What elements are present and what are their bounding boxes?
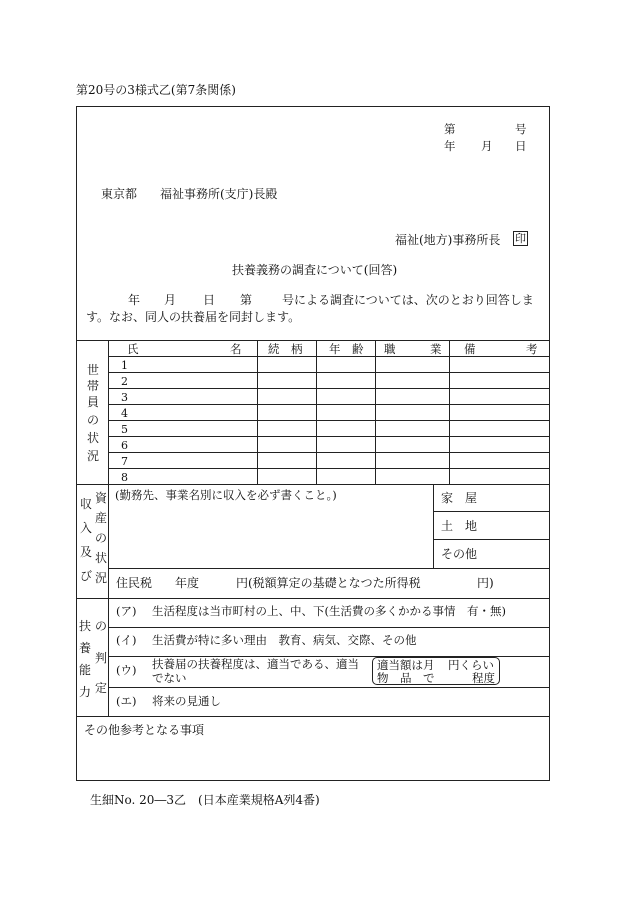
support-item-u-b1-end: 円くらい [448, 658, 494, 672]
support-item-u-line2: でない [152, 671, 187, 685]
body-day: 日 [203, 293, 216, 307]
body-month: 月 [164, 293, 177, 307]
divider-income-top [76, 484, 550, 485]
body-line1-rest: 号による調査については、次のとおり回答しま [282, 293, 534, 307]
col-job-2: 業 [430, 342, 442, 356]
addressee-office: 福祉事務所(支庁)長殿 [160, 187, 278, 201]
income-label-char: 状 [94, 551, 107, 565]
support-item-u-b2-end: 程度 [472, 671, 495, 685]
asset-land: 土 地 [441, 519, 478, 533]
tax-yen-end: 円) [477, 576, 494, 590]
support-label-char: 扶 [78, 619, 91, 633]
col-job-1: 職 [384, 342, 396, 356]
footer-code: 生細No. 20―3乙 (日本産業規格A列4番) [90, 793, 320, 807]
household-label-char: 世 [86, 363, 99, 377]
form-id: 第20号の3様式乙(第7条関係) [76, 83, 236, 97]
income-note: (勤務先、事業名別に収入を必ず書くこと。) [115, 488, 337, 502]
income-label-char: 資 [94, 491, 107, 505]
divider-household-top [76, 340, 550, 341]
household-label-char: 況 [86, 449, 99, 463]
household-row-line [108, 468, 550, 469]
support-item-e: 将来の見通し [152, 694, 221, 708]
divider-other-top [76, 716, 550, 717]
household-row-number: 8 [121, 471, 128, 484]
support-item-u-b1: 適当額は月 [377, 658, 435, 672]
col-age: 年 齢 [329, 342, 364, 356]
household-label-char: 状 [86, 431, 99, 445]
asset-other: その他 [441, 547, 478, 561]
subject: 扶養義務の調査について(回答) [232, 263, 398, 277]
household-row-line [108, 388, 550, 389]
body-line2: す。なお、同人の扶養届を同封します。 [86, 310, 301, 324]
household-side-divider [108, 340, 109, 484]
household-row-number: 3 [121, 391, 128, 404]
household-row-line [108, 404, 550, 405]
support-item-u-mark: (ウ) [116, 663, 137, 677]
tax-yen: 円(税額算定の基礎となつた所得税 [236, 576, 421, 590]
support-row-line [108, 627, 550, 628]
support-item-e-mark: (エ) [116, 694, 137, 708]
household-row-number: 1 [121, 359, 128, 372]
seal-text: 印 [515, 232, 526, 245]
col-relation: 続 柄 [268, 342, 303, 356]
asset-col-divider [433, 484, 434, 568]
body-year: 年 [128, 293, 141, 307]
household-col-divider [449, 340, 450, 484]
household-row-number: 4 [121, 407, 128, 420]
income-label-char: び [79, 569, 92, 583]
support-label-char: 定 [94, 681, 107, 695]
date-month: 月 [481, 139, 493, 153]
asset-house: 家 屋 [441, 491, 478, 505]
asset-row-line [433, 539, 550, 540]
household-col-divider [375, 340, 376, 484]
income-label-char: 収 [79, 497, 92, 511]
household-row-number: 7 [121, 455, 128, 468]
support-item-u-line1: 扶養届の扶養程度は、適当である、適当 [152, 657, 359, 671]
household-row-line [108, 372, 550, 373]
income-label-char: 産 [94, 511, 107, 525]
support-label-char: 力 [78, 685, 91, 699]
household-label-char: 員 [86, 395, 99, 409]
number-label-right: 号 [515, 122, 527, 136]
seal-mark [513, 231, 528, 246]
support-label-char: の [94, 619, 107, 633]
household-col-divider [316, 340, 317, 484]
number-label-left: 第 [444, 122, 456, 136]
tax-row-line [108, 568, 550, 569]
date-year: 年 [444, 139, 456, 153]
support-label-char: 養 [78, 641, 91, 655]
household-row-line [108, 436, 550, 437]
household-row-line [108, 356, 550, 357]
col-name-1: 氏 [127, 342, 139, 356]
col-name-2: 名 [230, 342, 242, 356]
household-row-number: 5 [121, 423, 128, 436]
asset-row-line [433, 511, 550, 512]
household-col-divider [257, 340, 258, 484]
divider-support-top [76, 598, 550, 599]
support-label-char: 能 [78, 663, 91, 677]
tax-year: 年度 [175, 576, 200, 590]
sender-title: 福祉(地方)事務所長 [395, 233, 501, 247]
income-label-char: 入 [79, 521, 92, 535]
date-day: 日 [515, 139, 527, 153]
support-item-i: 生活費が特に多い理由 教育、病気、交際、その他 [152, 633, 417, 647]
income-label-char: の [94, 531, 107, 545]
household-label-char: の [86, 413, 99, 427]
support-label-char: 判 [94, 651, 107, 665]
household-row-line [108, 420, 550, 421]
household-row-number: 2 [121, 375, 128, 388]
household-row-line [108, 452, 550, 453]
support-item-a-mark: (ア) [116, 604, 137, 618]
support-item-i-mark: (イ) [116, 633, 137, 647]
tax-label: 住民税 [116, 576, 153, 590]
other-label: その他参考となる事項 [84, 723, 205, 737]
body-dai: 第 [240, 293, 253, 307]
addressee-prefecture: 東京都 [101, 187, 138, 201]
household-row-number: 6 [121, 439, 128, 452]
col-remarks-1: 備 [464, 342, 476, 356]
support-row-line [108, 687, 550, 688]
col-remarks-2: 考 [526, 342, 538, 356]
income-label-char: 況 [94, 571, 107, 585]
household-label-char: 帯 [86, 379, 99, 393]
support-item-u-b2: 物 品 で [377, 671, 435, 685]
support-item-a: 生活程度は当市町村の上、中、下(生活費の多くかかる事情 有・無) [152, 604, 506, 618]
income-label-char: 及 [79, 545, 92, 559]
